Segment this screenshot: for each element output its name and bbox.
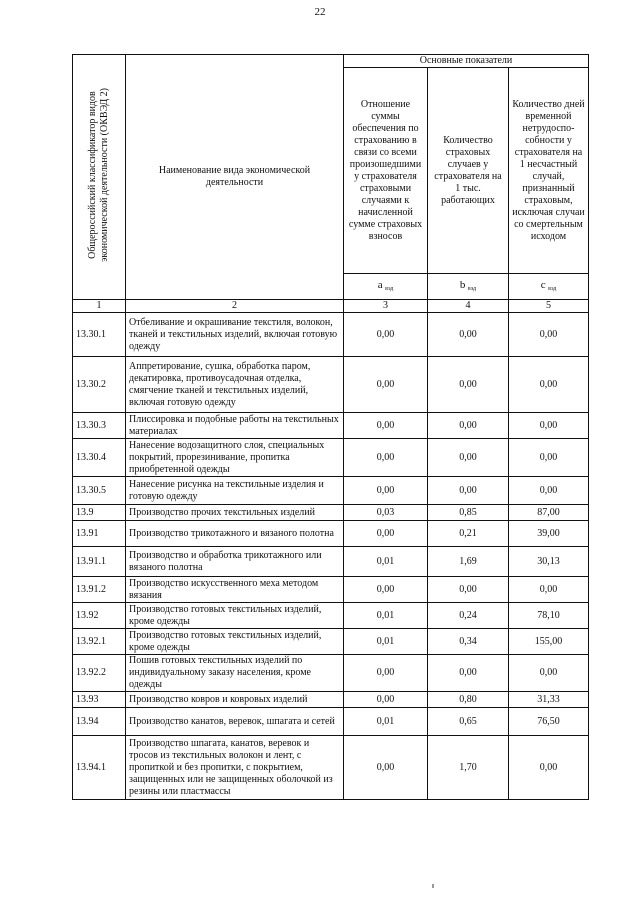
col-c-symbol	[509, 274, 589, 300]
table-row	[73, 439, 589, 477]
value-b-cell: 1,70	[428, 736, 509, 800]
value-a-cell: 0,01	[344, 708, 428, 736]
col-a-symbol	[344, 274, 428, 300]
value-a-cell: 0,00	[344, 577, 428, 603]
okved-code-cell: 13.94.1	[73, 736, 126, 800]
col-c-symbol-letter: c	[540, 278, 546, 291]
table-row	[73, 603, 589, 629]
activity-name-cell: Производство искусственного меха методом вязания	[126, 577, 344, 603]
value-c-cell: 78,10	[509, 603, 589, 629]
indicators-table	[72, 54, 589, 800]
value-a-cell: 0,00	[344, 313, 428, 357]
col-number-4: 4	[428, 300, 509, 313]
activity-name-cell: Плиссировка и подобные работы на текстильных материалах	[126, 413, 344, 439]
activity-name-cell: Нанесение водозащитного слоя, специальных покрытий, прорезинивание, пропитка приобретенной одежды	[126, 439, 344, 477]
value-c-cell: 87,00	[509, 505, 589, 521]
value-b-cell: 0,00	[428, 313, 509, 357]
table-row	[73, 477, 589, 505]
okved-code-cell: 13.91.1	[73, 547, 126, 577]
col-number-2: 2	[126, 300, 344, 313]
value-b-cell: 0,00	[428, 413, 509, 439]
activity-name-cell: Производство канатов, веревок, шпагата и сетей	[126, 708, 344, 736]
col-number-3: 3	[344, 300, 428, 313]
value-c-cell: 39,00	[509, 521, 589, 547]
value-b-cell: 1,69	[428, 547, 509, 577]
activity-name-cell: Производство ковров и ковровых изделий	[126, 692, 344, 708]
okved-code-cell: 13.30.1	[73, 313, 126, 357]
value-a-cell: 0,01	[344, 547, 428, 577]
table-row	[73, 736, 589, 800]
value-c-cell: 0,00	[509, 313, 589, 357]
okved-code-cell: 13.91	[73, 521, 126, 547]
activity-name-header: Наименование вида экономической деятельности	[126, 55, 344, 300]
okved-code-cell: 13.92	[73, 603, 126, 629]
activity-name-cell: Отбеливание и окрашивание текстиля, волокон, тканей и текстильных изделий, включая готовую одежду	[126, 313, 344, 357]
value-c-cell: 0,00	[509, 736, 589, 800]
activity-name-cell: Производство шпагата, канатов, веревок и тросов из текстильных волокон и лент, с пропиткой и без пропитки, с покрытием, защищенных или не защищенных оболочкой из резины или пластмассы	[126, 736, 344, 800]
activity-name-cell: Пошив готовых текстильных изделий по индивидуальному заказу населения, кроме одежды	[126, 655, 344, 692]
value-a-cell: 0,00	[344, 736, 428, 800]
activity-name-cell: Нанесение рисунка на текстильные изделия и готовую одежду	[126, 477, 344, 505]
value-c-cell: 0,00	[509, 439, 589, 477]
col-a-description: Отношение суммы обеспечения по страхованию в связи со всеми произошедшими у страхователя страховыми случаями к начисленной сумме страховых взносов	[344, 68, 428, 274]
table-row	[73, 629, 589, 655]
value-a-cell: 0,03	[344, 505, 428, 521]
table-row	[73, 521, 589, 547]
table-row	[73, 577, 589, 603]
value-a-cell: 0,00	[344, 439, 428, 477]
okved-header-line-2: экономической деятельности (ОКВЭД 2)	[99, 88, 110, 262]
okved-code-cell: 13.30.3	[73, 413, 126, 439]
value-a-cell: 0,01	[344, 603, 428, 629]
col-b-symbol	[428, 274, 509, 300]
col-b-symbol-sub: вэд	[467, 285, 477, 292]
value-c-cell: 155,00	[509, 629, 589, 655]
col-c-description: Количество дней временной нетрудоспо-собности у страхователя на 1 несчастный случай, признанный страховым, исключая случаи со смертельным исходом	[509, 68, 589, 274]
activity-name-cell: Производство готовых текстильных изделий, кроме одежды	[126, 603, 344, 629]
value-c-cell: 0,00	[509, 413, 589, 439]
value-b-cell: 0,34	[428, 629, 509, 655]
value-c-cell: 76,50	[509, 708, 589, 736]
value-a-cell: 0,01	[344, 629, 428, 655]
okved-code-cell: 13.93	[73, 692, 126, 708]
col-c-symbol-sub: вэд	[548, 285, 557, 292]
value-a-cell: 0,00	[344, 413, 428, 439]
okved-code-cell: 13.94	[73, 708, 126, 736]
table-row	[73, 313, 589, 357]
value-a-cell: 0,00	[344, 655, 428, 692]
scan-mark	[432, 884, 434, 888]
table-row	[73, 692, 589, 708]
value-a-cell: 0,00	[344, 521, 428, 547]
value-b-cell: 0,80	[428, 692, 509, 708]
activity-name-cell: Производство и обработка трикотажного или вязаного полотна	[126, 547, 344, 577]
value-b-cell: 0,21	[428, 521, 509, 547]
table-row	[73, 655, 589, 692]
column-numbers-row	[73, 300, 589, 313]
value-b-cell: 0,00	[428, 577, 509, 603]
table-row	[73, 547, 589, 577]
table-row	[73, 357, 589, 413]
table-row	[73, 413, 589, 439]
header-row-top	[73, 55, 589, 68]
col-a-symbol-letter: a	[377, 278, 383, 291]
okved-code-cell: 13.92.2	[73, 655, 126, 692]
col-b-description: Количество страховых случаев у страхователя на 1 тыс. работающих	[428, 68, 509, 274]
okved-code-cell: 13.30.4	[73, 439, 126, 477]
value-b-cell: 0,00	[428, 357, 509, 413]
table-row	[73, 505, 589, 521]
page-number: 22	[314, 6, 326, 18]
value-a-cell: 0,00	[344, 692, 428, 708]
value-b-cell: 0,24	[428, 603, 509, 629]
value-c-cell: 0,00	[509, 577, 589, 603]
okved-code-cell: 13.30.2	[73, 357, 126, 413]
value-a-cell: 0,00	[344, 477, 428, 505]
col-a-symbol-sub: вэд	[385, 285, 394, 292]
value-a-cell: 0,00	[344, 357, 428, 413]
value-b-cell: 0,00	[428, 655, 509, 692]
value-c-cell: 30,13	[509, 547, 589, 577]
value-b-cell: 0,85	[428, 505, 509, 521]
activity-name-cell: Производство прочих текстильных изделий	[126, 505, 344, 521]
okved-header	[73, 55, 126, 300]
value-b-cell: 0,00	[428, 477, 509, 505]
table-row	[73, 708, 589, 736]
main-indicators-header: Основные показатели	[344, 55, 589, 68]
value-b-cell: 0,00	[428, 439, 509, 477]
activity-name-cell: Аппретирование, сушка, обработка паром, декатировка, противоусадочная отделка, смягчение тканей и текстильных изделий, включая готовую одежду	[126, 357, 344, 413]
col-b-symbol-letter: b	[459, 278, 466, 291]
value-b-cell: 0,65	[428, 708, 509, 736]
okved-header-line-1: Общероссийский классификатор видов	[87, 91, 98, 259]
okved-code-cell: 13.91.2	[73, 577, 126, 603]
col-number-5: 5	[509, 300, 589, 313]
activity-name-cell: Производство трикотажного и вязаного полотна	[126, 521, 344, 547]
okved-code-cell: 13.9	[73, 505, 126, 521]
value-c-cell: 0,00	[509, 477, 589, 505]
okved-code-cell: 13.92.1	[73, 629, 126, 655]
col-number-1: 1	[73, 300, 126, 313]
activity-name-cell: Производство готовых текстильных изделий, кроме одежды	[126, 629, 344, 655]
okved-code-cell: 13.30.5	[73, 477, 126, 505]
value-c-cell: 0,00	[509, 655, 589, 692]
value-c-cell: 31,33	[509, 692, 589, 708]
value-c-cell: 0,00	[509, 357, 589, 413]
